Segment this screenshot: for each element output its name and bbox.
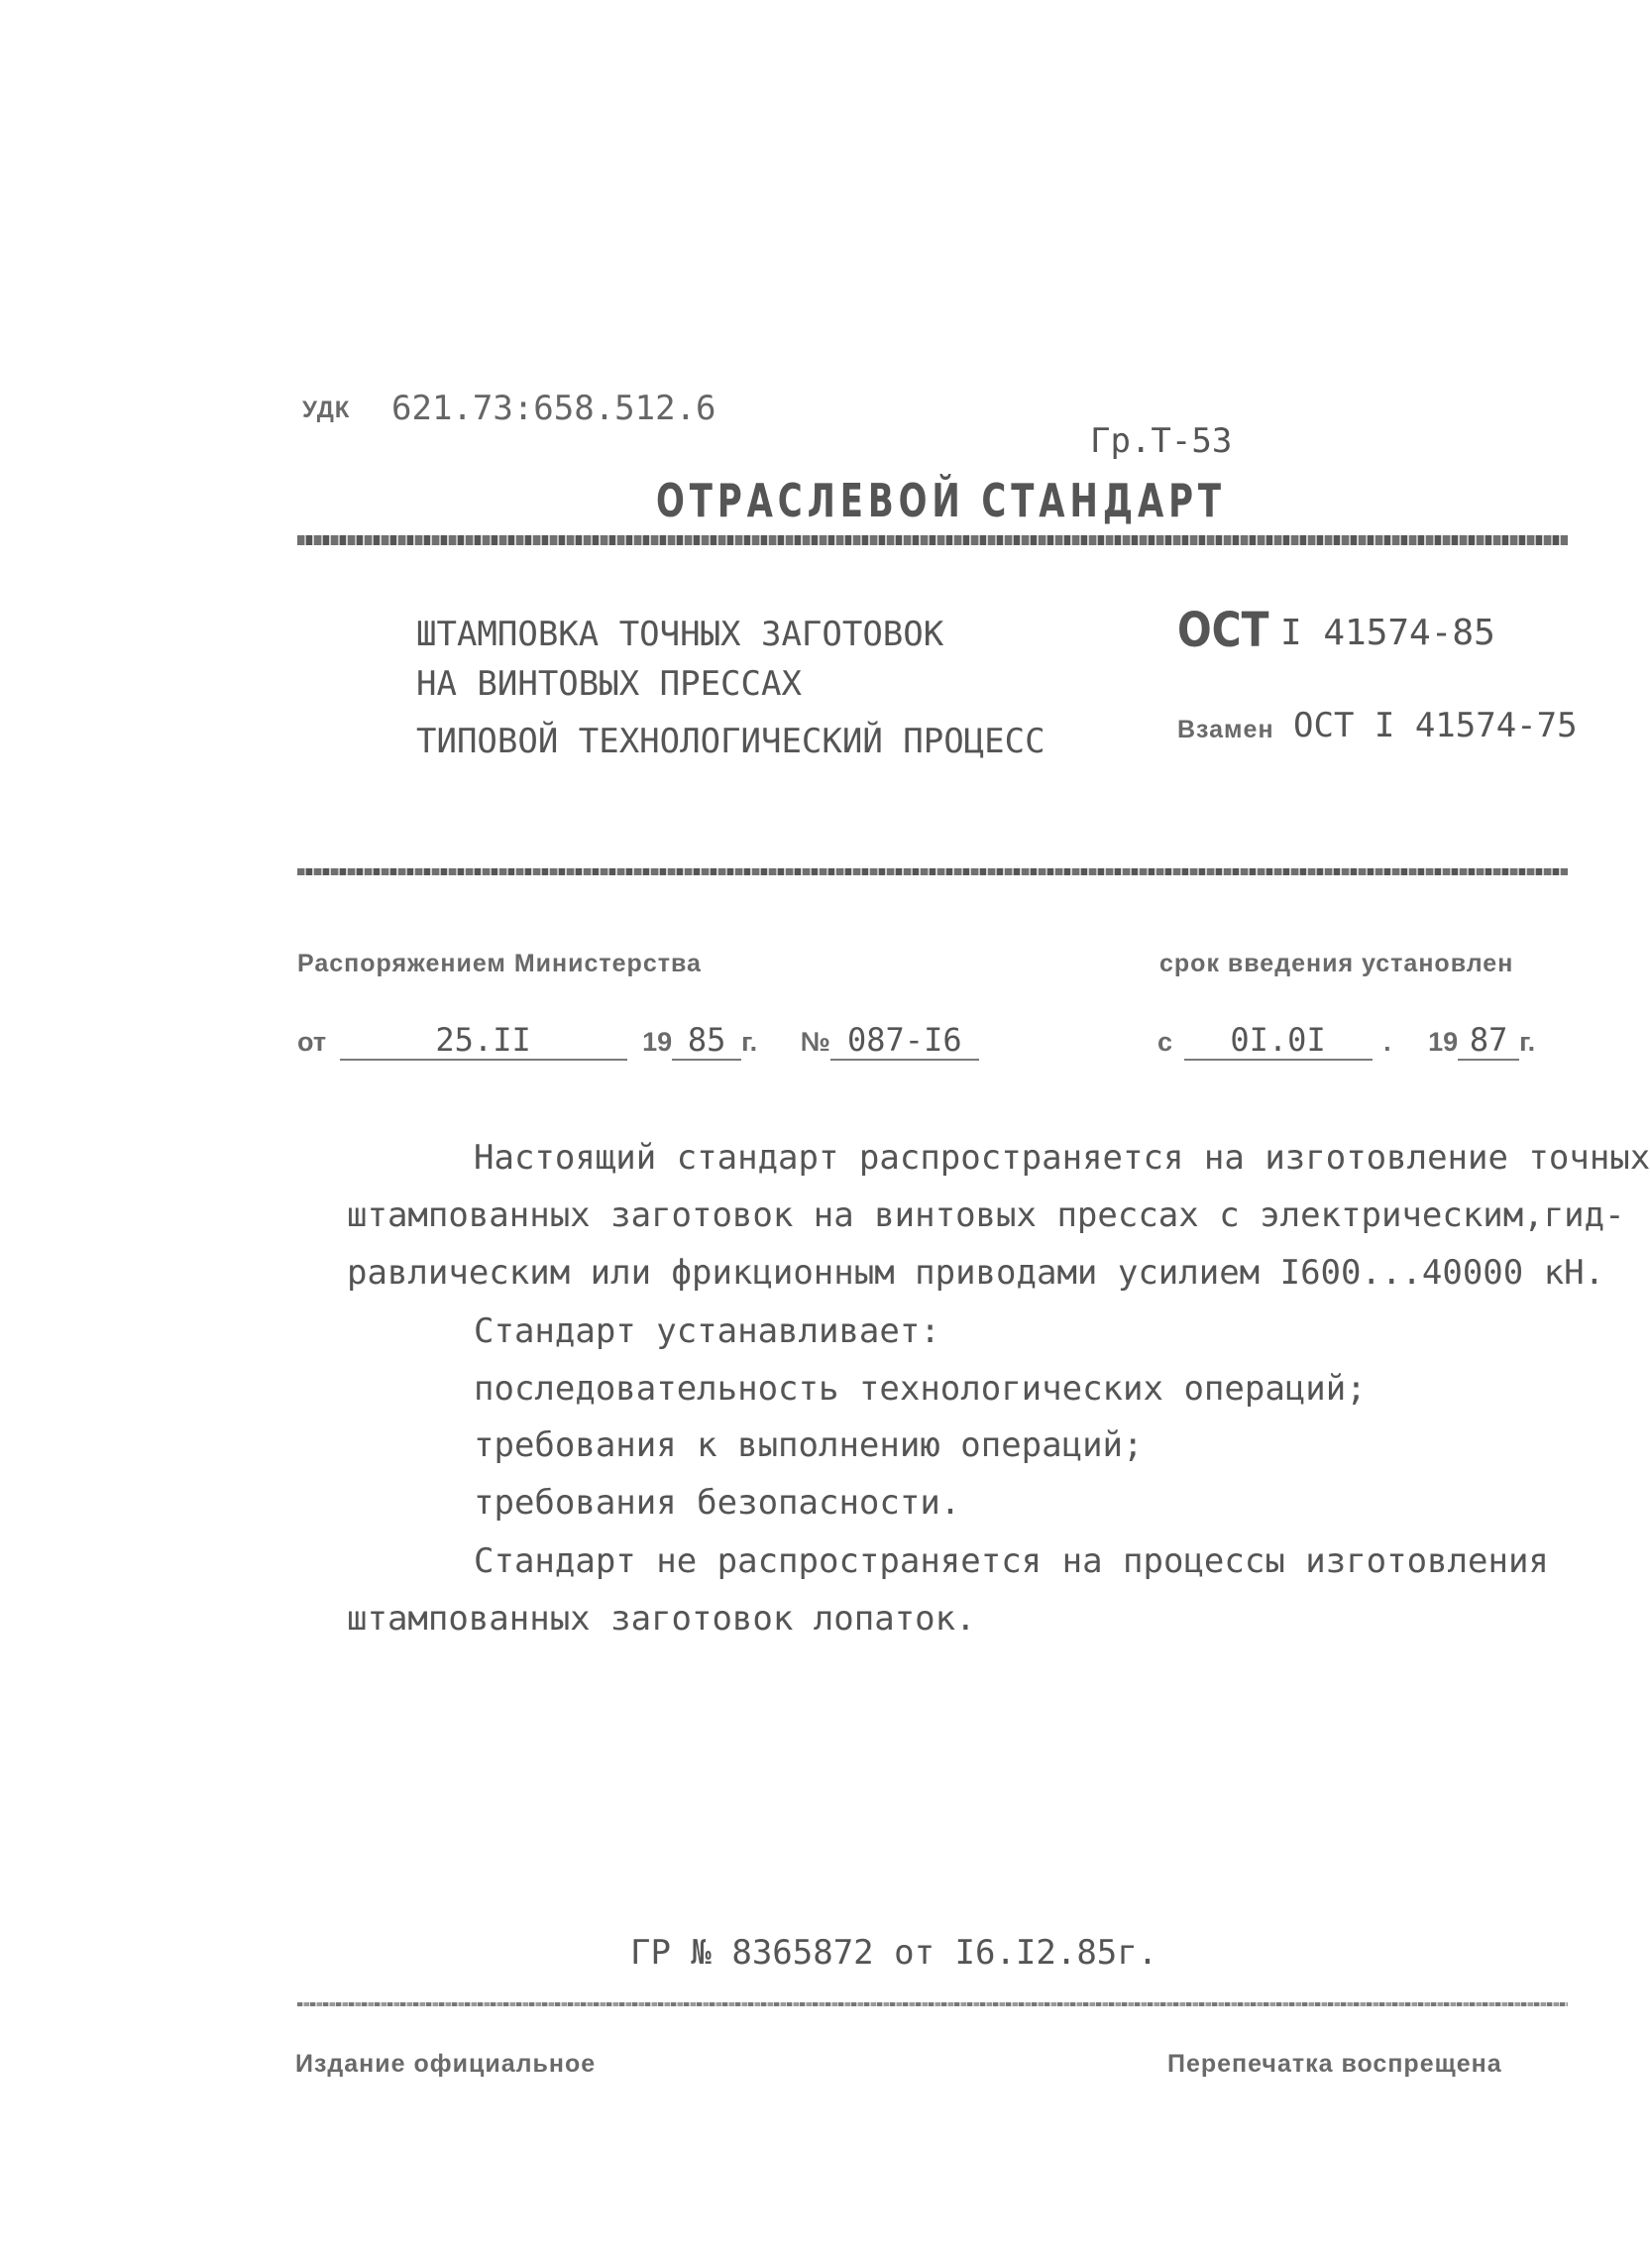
ost-label: ОСТ <box>1177 603 1269 658</box>
footer-official-edition: Издание официальное <box>295 2050 597 2078</box>
order-label: Распоряжением Министерства <box>297 950 702 977</box>
order-year: 85 <box>672 1021 741 1061</box>
replaces-value: ОСТ I 41574-75 <box>1293 706 1578 745</box>
body-line-5: последовательность технологических операций; <box>474 1369 1367 1409</box>
doc-title-line-2: НА ВИНТОВЫХ ПРЕССАХ <box>416 664 802 704</box>
bottom-rule <box>297 2002 1568 2006</box>
body-line-8: Стандарт не распространяется на процессы изготовления <box>474 1541 1549 1581</box>
effective-date-line: с 0I.0I . 19 87 г. <box>1157 1021 1536 1059</box>
effective-year: 87 <box>1458 1021 1519 1061</box>
top-rule <box>297 535 1568 545</box>
effective-from-label: с <box>1157 1027 1173 1057</box>
group-code: Гр.Т-53 <box>1090 421 1233 461</box>
order-year-prefix: 19 <box>642 1027 673 1057</box>
standard-heading: ОТРАСЛЕВОЙ СТАНДАРТ <box>656 474 1226 527</box>
footer-reprint-prohibited: Перепечатка воспрещена <box>1167 2050 1502 2078</box>
effective-year-prefix: 19 <box>1428 1027 1459 1057</box>
order-date: 25.II <box>340 1021 627 1061</box>
udk-value: 621.73:658.512.6 <box>391 389 716 428</box>
order-year-unit: г. <box>741 1027 758 1057</box>
replaces-label: Взамен <box>1177 716 1274 743</box>
body-line-4: Стандарт устанавливает: <box>474 1311 940 1351</box>
mid-rule <box>297 868 1568 875</box>
body-line-2: штампованных заготовок на винтовых прессах с электрическим,гид- <box>347 1195 1625 1235</box>
effective-year-unit: г. <box>1519 1027 1536 1057</box>
ost-number: I 41574-85 <box>1280 613 1495 653</box>
order-date-line <box>297 1021 979 1061</box>
doc-title-line-1: ШТАМПОВКА ТОЧНЫХ ЗАГОТОВОК <box>416 615 944 654</box>
registration-number: ГР № 8365872 от I6.I2.85г. <box>630 1933 1158 1973</box>
body-line-3: равлическим или фрикционным приводами усилием I600...40000 кН. <box>347 1253 1605 1293</box>
doc-title-line-3: ТИПОВОЙ ТЕХНОЛОГИЧЕСКИЙ ПРОЦЕСС <box>416 722 1045 761</box>
effective-date: 0I.0I <box>1184 1021 1373 1061</box>
order-from-label: от <box>297 1027 327 1057</box>
body-line-1: Настоящий стандарт распространяется на изготовление точных <box>474 1138 1650 1178</box>
udk-label: УДК <box>302 397 351 423</box>
order-number: 087-I6 <box>830 1021 979 1061</box>
effective-label: срок введения установлен <box>1159 950 1514 977</box>
body-line-6: требования к выполнению операций; <box>474 1425 1144 1465</box>
body-line-9: штампованных заготовок лопаток. <box>347 1599 976 1639</box>
body-line-7: требования безопасности. <box>474 1483 961 1523</box>
order-number-label: № <box>800 1027 830 1057</box>
